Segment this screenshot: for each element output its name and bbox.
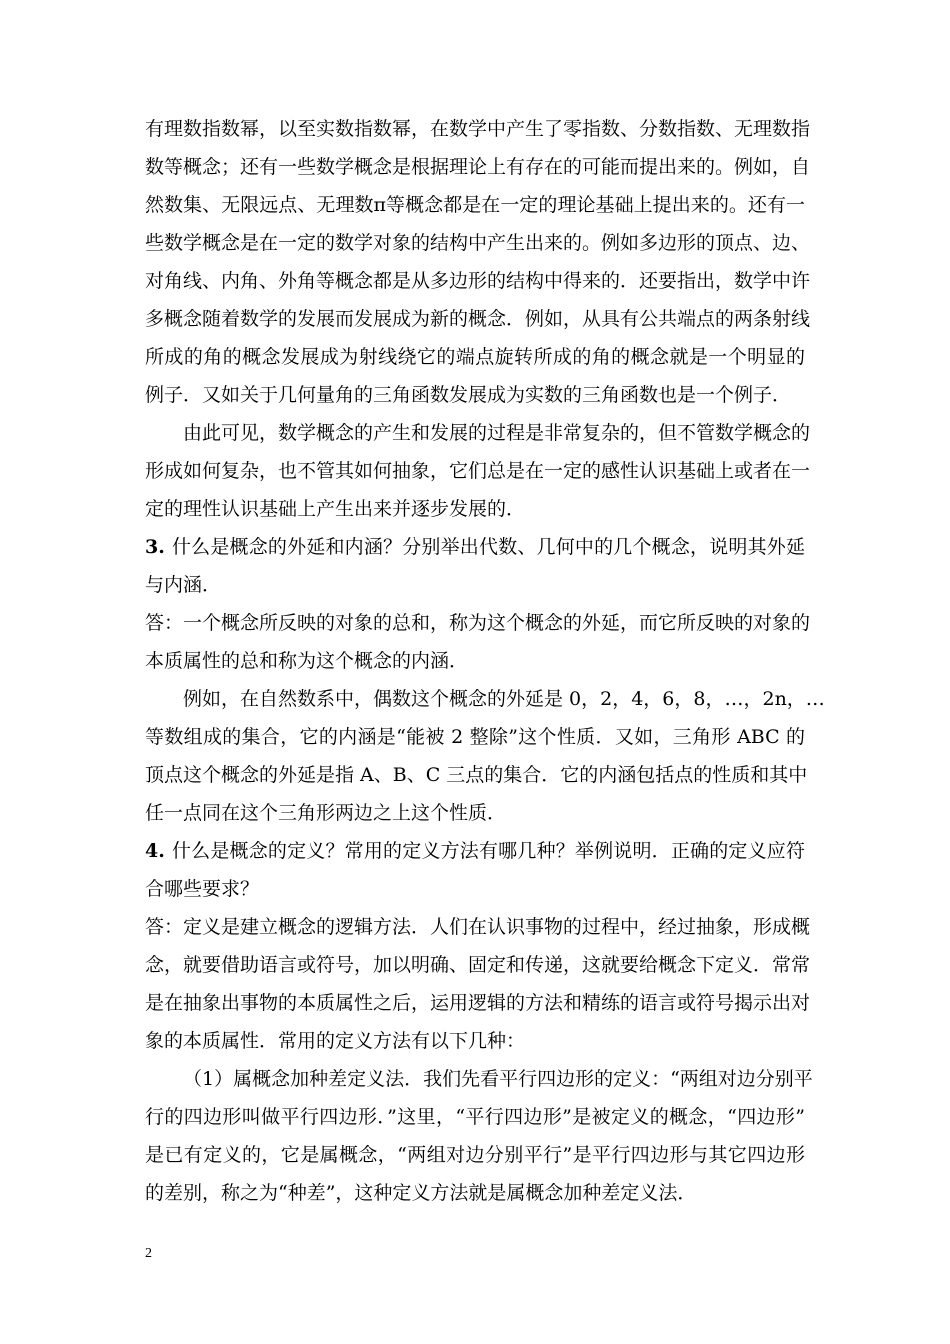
text-line: 念，就要借助语言或符号，加以明确、固定和传递，这就要给概念下定义．常常: [145, 954, 811, 976]
text-line: 数等概念；还有一些数学概念是根据理论上有存在的可能而提出来的。例如，自: [145, 156, 811, 178]
text-line: 由此可见，数学概念的产生和发展的过程是非常复杂的，但不管数学概念的: [183, 422, 811, 444]
text-line: 是已有定义的，它是属概念，“两组对边分别平行”是平行四边形与其它四边形: [145, 1144, 805, 1166]
text-line: 例子．又如关于几何量角的三角函数发展成为实数的三角函数也是一个例子．: [145, 384, 792, 406]
text-line: 对角线、内角、外角等概念都是从多边形的结构中得来的．还要指出，数学中许: [145, 270, 811, 292]
text-line: 形成如何复杂，也不管其如何抽象，它们总是在一定的感性认识基础上或者在一: [145, 460, 811, 482]
text-line: 合哪些要求？: [145, 878, 260, 900]
text-line: 的差别，称之为“种差”，这种定义方法就是属概念加种差定义法．: [145, 1182, 697, 1204]
text-line: 本质属性的总和称为这个概念的内涵．: [145, 650, 469, 672]
text-line: 定的理性认识基础上产生出来并逐步发展的．: [145, 498, 526, 520]
text-line: 所成的角的概念发展成为射线绕它的端点旋转所成的角的概念就是一个明显的: [145, 346, 805, 368]
text-line: 任一点同在这个三角形两边之上这个性质．: [145, 802, 507, 824]
question-4-number: 4.: [145, 840, 165, 862]
text-line: 与内涵．: [145, 574, 222, 596]
text-line: 例如，在自然数系中，偶数这个概念的外延是 0，2，4，6，8，…，2n，…: [183, 688, 825, 710]
question-3-number: 3.: [145, 536, 165, 558]
text-line: 然数集、无限远点、无理数π等概念都是在一定的理论基础上提出来的。还有一: [145, 194, 805, 216]
text-line: 多概念随着数学的发展而发展成为新的概念．例如，从具有公共端点的两条射线: [145, 308, 811, 330]
text-line: 些数学概念是在一定的数学对象的结构中产生出来的。例如多边形的顶点、边、: [145, 232, 811, 254]
answer-line: 答：定义是建立概念的逻辑方法．人们在认识事物的过程中，经过抽象，形成概: [145, 916, 811, 938]
text-line: 象的本质属性．常用的定义方法有以下几种：: [145, 1030, 526, 1052]
question-3-text: 什么是概念的外延和内涵？分别举出代数、几何中的几个概念，说明其外延: [172, 536, 805, 558]
text-line: 有理数指数幂，以至实数指数幂，在数学中产生了零指数、分数指数、无理数指: [145, 118, 811, 140]
text-line: 顶点这个概念的外延是指 A、B、C 三点的集合．它的内涵包括点的性质和其中: [145, 764, 808, 786]
text-line: 行的四边形叫做平行四边形．”这里，“平行四边形”是被定义的概念，“四边形”: [145, 1106, 805, 1128]
question-4-text: 什么是概念的定义？常用的定义方法有哪几种？举例说明．正确的定义应符: [172, 840, 805, 862]
text-line: 是在抽象出事物的本质属性之后，运用逻辑的方法和精练的语言或符号揭示出对: [145, 992, 811, 1014]
answer-line: 答：一个概念所反映的对象的总和，称为这个概念的外延，而它所反映的对象的: [145, 612, 811, 634]
text-line: 等数组成的集合，它的内涵是“能被 2 整除”这个性质．又如，三角形 ABC 的: [145, 726, 805, 748]
text-line: （1）属概念加种差定义法．我们先看平行四边形的定义：“两组对边分别平: [183, 1068, 813, 1090]
page-number: 2: [145, 1246, 152, 1261]
